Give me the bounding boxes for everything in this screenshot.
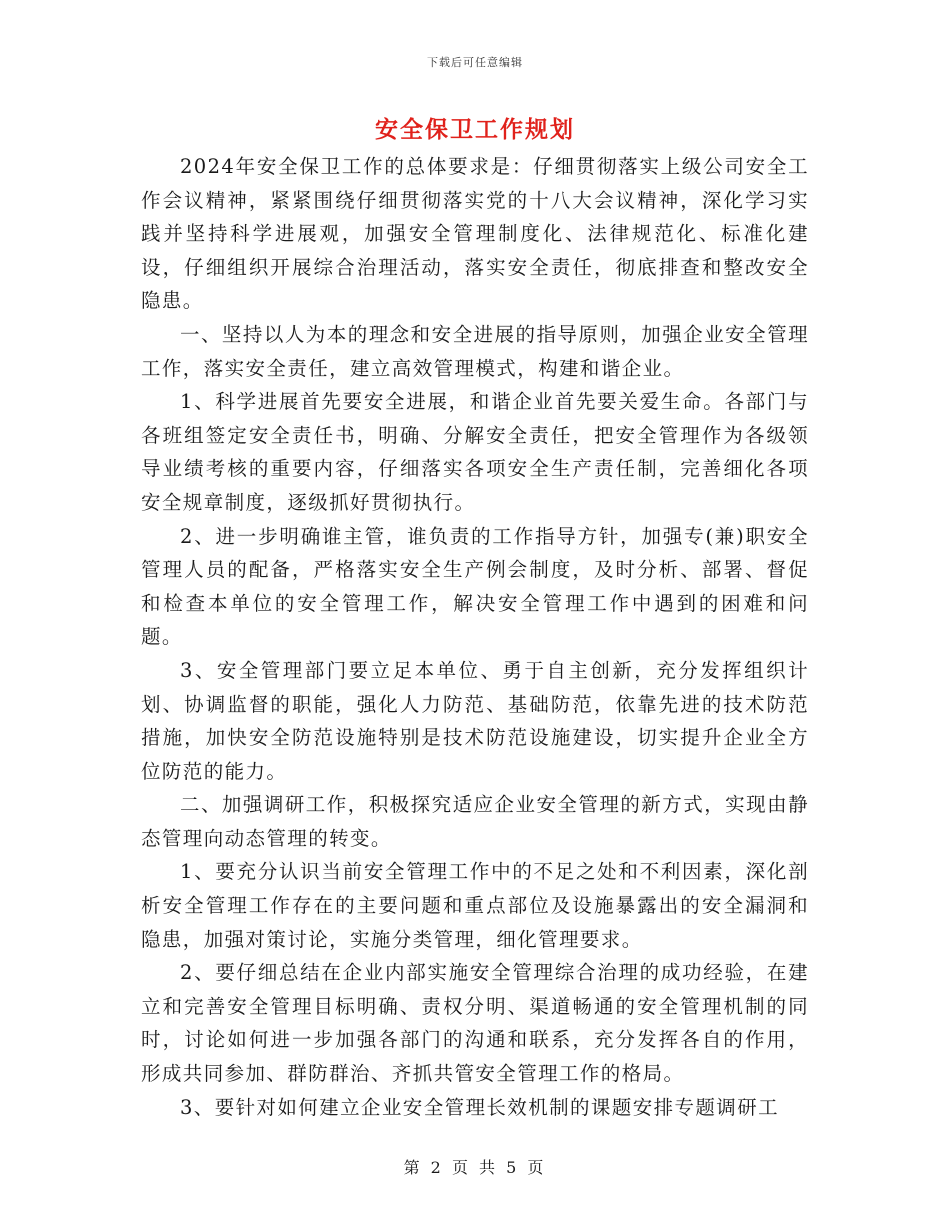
- paragraph-section-2-heading: 二、加强调研工作，积极探究适应企业安全管理的新方式，实现由静态管理向动态管理的转变。: [141, 793, 809, 850]
- header-note: 下载后可任意编辑: [427, 56, 523, 69]
- paragraph-section-2-item-1: 1、要充分认识当前安全管理工作中的不足之处和不利因素，深化剖析安全管理工作存在的主要问题和重点部位及设施暴露出的安全漏洞和隐患，加强对策讨论，实施分类管理，细化管理要求。: [141, 860, 809, 951]
- paragraph-intro: 2024年安全保卫工作的总体要求是：仔细贯彻落实上级公司安全工作会议精神，紧紧围绕仔细贯彻落实党的十八大会议精神，深化学习实践并坚持科学进展观，加强安全管理制度化、法律规范化、标准化建设，仔细组织开展综合治理活动，落实安全责任，彻底排查和整改安全隐患。: [141, 155, 809, 313]
- paragraph-section-1-item-3: 3、安全管理部门要立足本单位、勇于自主创新，充分发挥组织计划、协调监督的职能，强化人力防范、基础防范，依靠先进的技术防范措施，加快安全防范设施特别是技术防范设施建设，切实提升企业全方位防范的能力。: [141, 658, 809, 783]
- document-title: 安全保卫工作规划: [375, 116, 575, 143]
- paragraph-section-1-item-2: 2、进一步明确谁主管，谁负责的工作指导方针，加强专(兼)职安全管理人员的配备，严格落实安全生产例会制度，及时分析、部署、督促和检查本单位的安全管理工作，解决安全管理工作中遇到的困难和问题。: [141, 524, 809, 649]
- paragraph-section-2-item-3: 3、要针对如何建立企业安全管理长效机制的课题安排专题调研工: [180, 1095, 780, 1119]
- paragraph-section-2-item-2: 2、要仔细总结在企业内部实施安全管理综合治理的成功经验，在建立和完善安全管理目标明确、责权分明、渠道畅通的安全管理机制的同时，讨论如何进一步加强各部门的沟通和联系，充分发挥各自的作用，形成共同参加、群防群治、齐抓共管安全管理工作的格局。: [141, 961, 809, 1086]
- document-body: [141, 150, 809, 1124]
- paragraph-section-1-heading: 一、坚持以人为本的理念和安全进展的指导原则，加强企业安全管理工作，落实安全责任，建立高效管理模式，构建和谐企业。: [141, 322, 809, 380]
- page-number-footer: 第 2 页 共 5 页: [403, 1158, 547, 1177]
- paragraph-section-1-item-1: 1、科学进展首先要安全进展，和谐企业首先要关爱生命。各部门与各班组签定安全责任书，明确、分解安全责任，把安全管理作为各级领导业绩考核的重要内容，仔细落实各项安全生产责任制，完善细化各项安全规章制度，逐级抓好贯彻执行。: [141, 390, 809, 514]
